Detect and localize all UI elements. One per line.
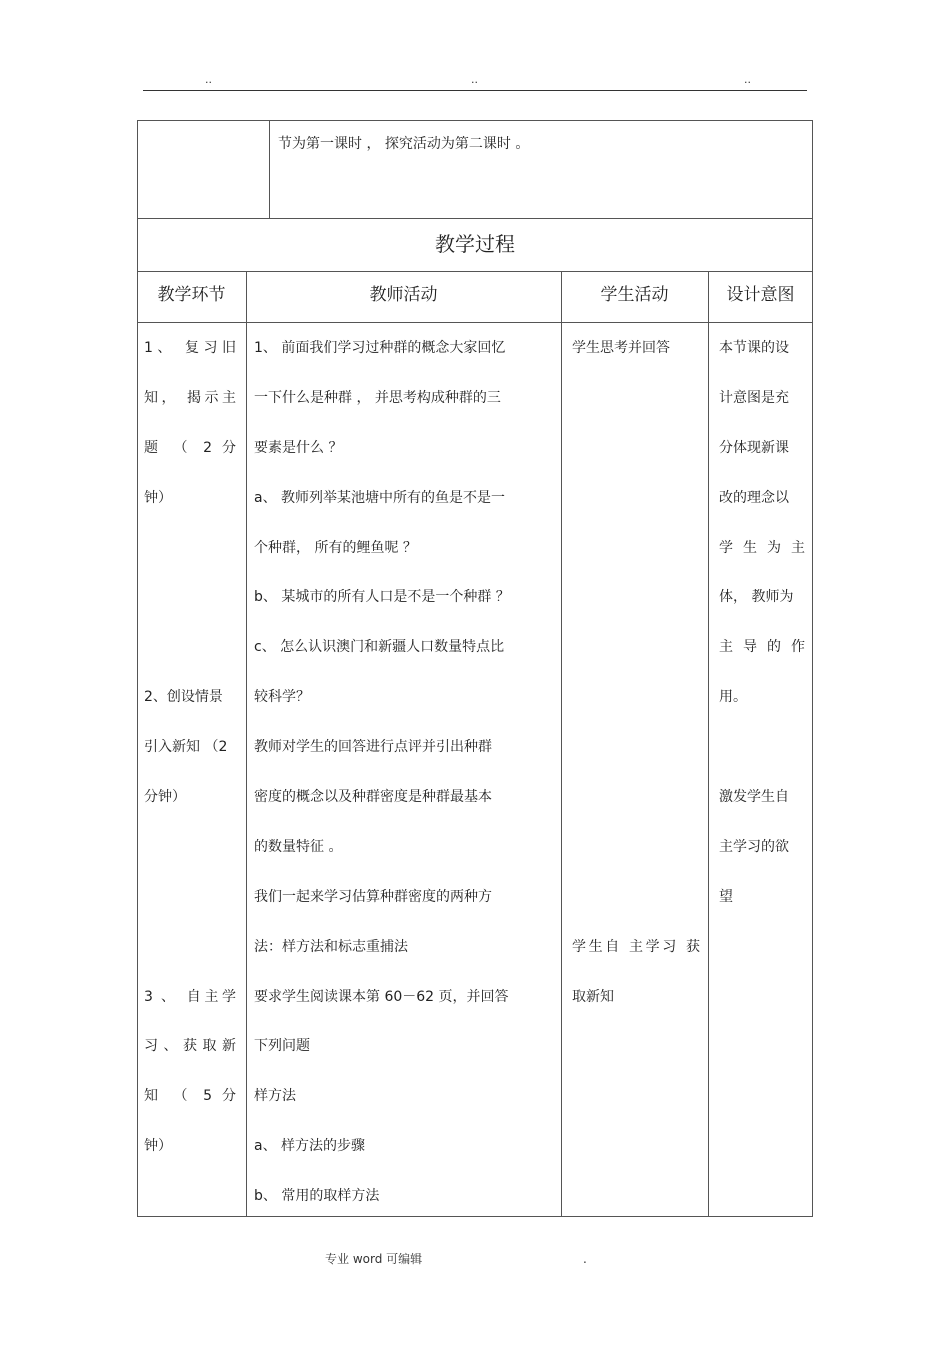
teacher-line: a、 样方法的步骤 <box>254 1138 366 1155</box>
stage-line: 知， 揭示主 <box>144 389 236 406</box>
student-line: 取新知 <box>572 988 614 1005</box>
stage-line: 钟） <box>144 1138 172 1155</box>
section-title: 教学过程 <box>435 232 515 256</box>
student-line <box>572 389 700 439</box>
design-line: 本节课的设 <box>719 340 789 356</box>
teacher-line: c、 怎么认识澳门和新疆人口数量特点比 <box>254 639 505 656</box>
column-divider-1 <box>246 271 247 1217</box>
student-line <box>572 738 700 788</box>
teacher-column <box>254 339 554 1237</box>
teacher-line: b、 常用的取样方法 <box>254 1188 380 1205</box>
column-header-stage: 教学环节 <box>157 285 226 305</box>
stage-line <box>144 888 236 938</box>
stage-column <box>144 339 236 1187</box>
design-column <box>719 339 805 938</box>
design-line: 计意图是充 <box>719 389 789 406</box>
design-line: 改的理念以 <box>719 489 789 506</box>
student-line <box>572 688 700 738</box>
header-rule <box>143 90 807 91</box>
student-line: 学生自 主学习 获 <box>572 938 700 955</box>
teacher-line: 的数量特征 。 <box>254 838 343 855</box>
design-line <box>719 738 805 788</box>
student-line <box>572 888 700 938</box>
design-line: 激发学生自 <box>719 789 789 806</box>
stage-line: 钟） <box>144 489 172 506</box>
design-line: 体， 教师为 <box>719 589 794 606</box>
teacher-line: 法：样方法和标志重捕法 <box>254 938 408 955</box>
student-line <box>572 539 700 589</box>
teacher-line: 一下什么是种群 ， 并思考构成种群的三 <box>254 389 501 406</box>
stage-line: 知 （ 5 分 <box>144 1088 236 1105</box>
stage-line <box>144 539 236 589</box>
student-column <box>572 339 700 1037</box>
teacher-line: 较科学？ <box>254 689 310 706</box>
stage-line <box>144 938 236 988</box>
teacher-line: a、 教师列举某池塘中所有的鱼是不是一 <box>254 489 506 506</box>
design-line: 主导的作 <box>719 639 805 656</box>
student-line <box>572 838 700 888</box>
stage-line <box>144 638 236 688</box>
column-header-teacher: 教师活动 <box>369 285 438 305</box>
teacher-line: 下列问题 <box>254 1038 310 1055</box>
stage-line <box>144 588 236 638</box>
design-line: 用。 <box>719 689 747 706</box>
column-divider-3 <box>708 271 709 1217</box>
teacher-line: 样方法 <box>254 1088 296 1105</box>
design-line: 望 <box>719 888 733 905</box>
teacher-line: b、 某城市的所有人口是不是一个种群 ？ <box>254 589 510 606</box>
stage-line: 3 、 自主学 <box>144 988 236 1005</box>
design-line: 主学习的欲 <box>719 838 789 855</box>
teacher-line: 要素是什么 ？ <box>254 439 343 456</box>
design-line: 学生为主 <box>719 539 805 556</box>
teacher-line: 要求学生阅读课本第 60－62 页，并回答 <box>254 988 509 1005</box>
header-mark-left: .. <box>205 73 212 86</box>
column-header-design: 设计意图 <box>726 285 795 305</box>
teacher-line: 1、 前面我们学习过种群的概念大家回忆 <box>254 340 506 356</box>
footer-label: 专业 word 可编辑 <box>325 1252 423 1266</box>
student-line <box>572 439 700 489</box>
header-mark-center: .. <box>471 73 478 86</box>
continuation-row-divider <box>269 120 270 219</box>
stage-line: 题 （ 2 分 <box>144 439 236 456</box>
teacher-line: 个种群， 所有的鲤鱼呢 ？ <box>254 539 417 556</box>
stage-line: 2、创设情景 <box>144 689 223 706</box>
teacher-line: 我们一起来学习估算种群密度的两种方 <box>254 888 492 905</box>
header-mark-right: .. <box>744 73 751 86</box>
student-line <box>572 638 700 688</box>
header-row-divider <box>137 322 813 323</box>
stage-line: 引入新知 （2 <box>144 739 228 756</box>
column-header-student: 学生活动 <box>600 285 669 305</box>
stage-line: 分钟） <box>144 789 186 806</box>
stage-line <box>144 838 236 888</box>
stage-line: 习、获取新 <box>144 1038 236 1055</box>
footer-mark: . <box>583 1252 587 1266</box>
student-line: 学生思考并回答 <box>572 340 670 356</box>
student-line <box>572 588 700 638</box>
stage-line: 1、 复习旧 <box>144 340 236 356</box>
teacher-line: 密度的概念以及种群密度是种群最基本 <box>254 789 492 806</box>
student-line <box>572 788 700 838</box>
continuation-text: 节为第一课时 ， 探究活动为第二课时 。 <box>278 136 530 152</box>
column-divider-2 <box>561 271 562 1217</box>
student-line <box>572 489 700 539</box>
design-line: 分体现新课 <box>719 439 789 456</box>
teacher-line: 教师对学生的回答进行点评并引出种群 <box>254 739 492 756</box>
